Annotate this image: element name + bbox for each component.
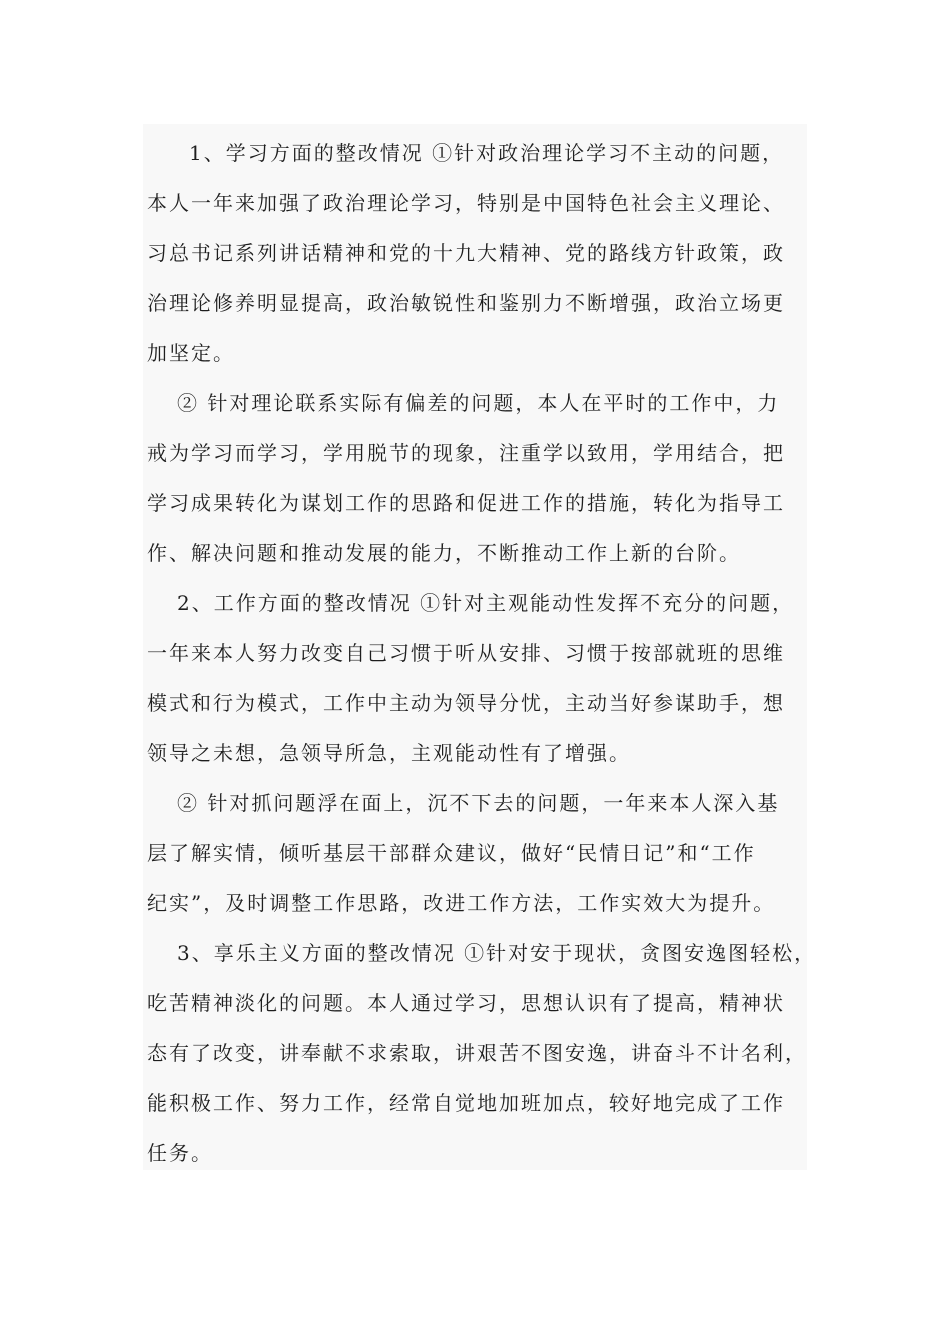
text-line: 态有了改变，讲奉献不求索取，讲艰苦不图安逸，讲奋斗不计名利， — [147, 1041, 807, 1065]
paragraph-study-rectification — [147, 128, 797, 378]
paragraph-grassroots — [147, 778, 797, 928]
text-line: 治理论修养明显提高，政治敏锐性和鉴别力不断增强，政治立场更 — [147, 291, 785, 315]
text-line: 1、学习方面的整改情况 ①针对政治理论学习不主动的问题， — [189, 141, 785, 165]
text-line: 作、解决问题和推动发展的能力，不断推动工作上新的台阶。 — [147, 541, 741, 565]
text-line: 纪实”，及时调整工作思路，改进工作方法，工作实效大为提升。 — [147, 891, 776, 915]
document-body — [147, 128, 817, 1178]
text-line: 加坚定。 — [147, 341, 235, 365]
text-line: ② 针对理论联系实际有偏差的问题，本人在平时的工作中，力 — [177, 391, 780, 415]
text-line: 2、工作方面的整改情况 ①针对主观能动性发挥不充分的问题， — [177, 591, 795, 615]
text-line: 本人一年来加强了政治理论学习，特别是中国特色社会主义理论、 — [147, 191, 785, 215]
text-line: 吃苦精神淡化的问题。本人通过学习，思想认识有了提高，精神状 — [147, 991, 785, 1015]
paragraph-theory-practice — [147, 378, 797, 578]
text-line: 习总书记系列讲话精神和党的十九大精神、党的路线方针政策，政 — [147, 241, 785, 265]
paragraph-work-rectification — [147, 578, 797, 778]
text-line: 模式和行为模式，工作中主动为领导分忧，主动当好参谋助手，想 — [147, 691, 785, 715]
text-line: 领导之未想，急领导所急，主观能动性有了增强。 — [147, 741, 631, 765]
text-line: 任务。 — [147, 1141, 213, 1165]
text-line: 层了解实情，倾听基层干部群众建议，做好“民情日记”和“工作 — [147, 841, 756, 865]
text-line: 学习成果转化为谋划工作的思路和促进工作的措施，转化为指导工 — [147, 491, 785, 515]
text-line: 戒为学习而学习，学用脱节的现象，注重学以致用，学用结合，把 — [147, 441, 785, 465]
paragraph-hedonism-rectification — [147, 928, 817, 1178]
text-line: 能积极工作、努力工作，经常自觉地加班加点，较好地完成了工作 — [147, 1091, 785, 1115]
text-line: 3、享乐主义方面的整改情况 ①针对安于现状，贪图安逸图轻松， — [177, 941, 817, 965]
text-line: 一年来本人努力改变自己习惯于听从安排、习惯于按部就班的思维 — [147, 641, 785, 665]
text-line: ② 针对抓问题浮在面上，沉不下去的问题，一年来本人深入基 — [177, 791, 780, 815]
